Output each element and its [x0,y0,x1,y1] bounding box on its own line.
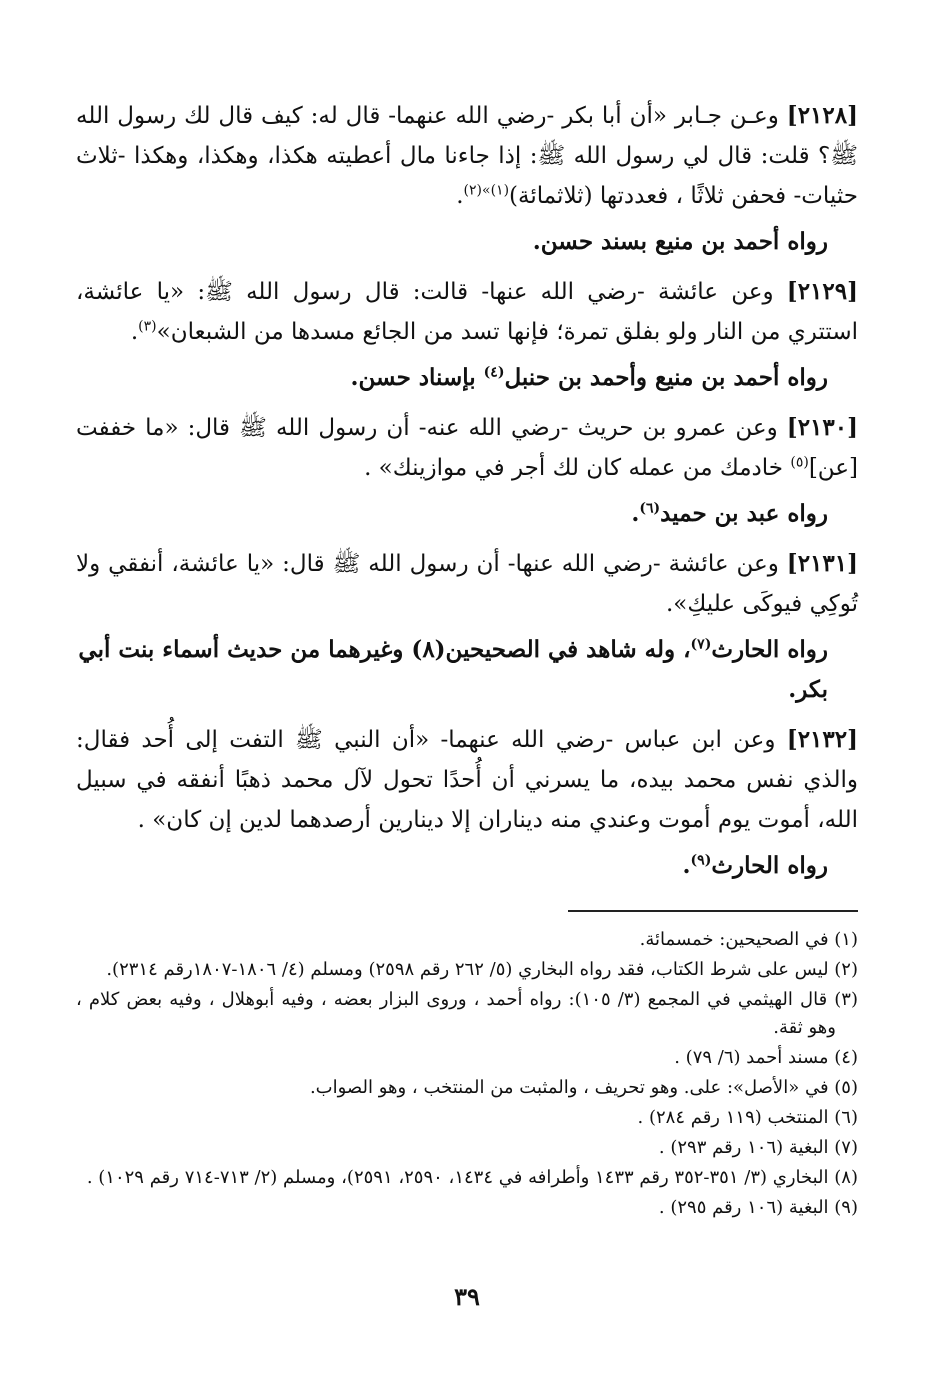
footnote-ref[interactable]: (٧) [690,636,712,653]
hadith-paragraph [76,96,858,216]
hadith-text: وعـن جـابر «أن أبا بكر -رضي الله عنهما- قال له: كيف قال لك رسول الله ﷺ؟ قلت: قال لي رسول الله ﷺ: إذا جاءنا مال أعطيته هكذا، وهكذا، وهكذا -ثلاث حثيات- فحفن ثلاثًا ، فعددتها (ثلاثمائة) [76,103,858,209]
footnote-divider [568,910,858,912]
footnote: (٥) في «الأصل»: على. وهو تحريف ، والمثبت من المنتخب ، وهو الصواب. [309,1077,858,1098]
hadith-number: [٢١٣٢] [786,726,858,753]
hadith-tail: . [665,591,674,617]
hadith-paragraph [76,408,858,488]
hadith-tail: . [456,183,464,209]
footnote-ref[interactable]: (٥) [790,454,809,471]
hadith-source [76,222,858,262]
hadith-text: وعن ابن عباس -رضي الله عنهما- «أن النبي ﷺ التفت إلى أُحد فقال: والذي نفس محمد بيده، ما يسرني أن أُحدًا تحول لآل محمد ذهبًا أنفقه في سبيل الله، أموت يوم أموت وعندي منه ديناران إلا دينارين أرصدهما لدين إن كان» . [76,727,858,833]
footnote-ref[interactable]: (٦) [639,500,661,517]
hadith-source [76,358,858,398]
hadith-source [76,846,858,886]
footnote: (١) في الصحيحين: خمسمائة. [639,929,858,950]
hadith-number: [٢١٣٠] [786,414,858,441]
hadith-tail: . [130,319,139,345]
footnote-ref[interactable]: (١)»(٢) [463,182,510,199]
footnote: (٧) البغية (١٠٦ رقم ٢٩٣) . [658,1137,858,1158]
source-text: رواه الحارث [711,852,828,879]
page-number: ٣٩ [454,1282,480,1311]
footnotes [76,926,858,1222]
footnote-ref[interactable]: (٣) [138,318,157,335]
source-text: رواه الحارث [711,636,828,663]
hadith-paragraph [76,272,858,352]
hadith-source [76,630,858,710]
hadith-source [76,494,858,534]
source-tail: . [682,852,691,879]
source-tail: ، وله شاهد في الصحيحين(٨) وغيرهما من حديث أسماء بنت أبي بكر. [78,636,828,703]
hadith-tail: خادمك من عمله كان لك أجر في موازينك» . [364,455,791,481]
hadith-text: وعن عائشة -رضي الله عنها- أن رسول الله ﷺ قال: «يا عائشة، أنفقي ولا تُوكِي فيوكَى عليكِ» [76,551,858,617]
hadith-number: [٢١٢٩] [786,278,858,305]
footnote: (٩) البغية (١٠٦ رقم ٢٩٥) . [658,1197,858,1218]
source-text: رواه أحمد بن منيع بسند حسن. [532,228,828,255]
source-tail: . [631,500,640,527]
hadith-paragraph [76,720,858,840]
hadith-paragraph [76,544,858,624]
footnote: (٤) مسند أحمد (٦/ ٧٩) . [674,1047,858,1068]
footnote-ref[interactable]: (٤) [483,364,505,381]
source-text: رواه أحمد بن منيع وأحمد بن حنبل [504,364,828,391]
footnote: (٦) المنتخب (١١٩ رقم ٢٨٤) . [637,1107,858,1128]
source-tail: بإسناد حسن. [350,364,484,391]
source-text: رواه عبد بن حميد [660,500,828,527]
hadith-text: وعن عمرو بن حريث -رضي الله عنه- أن رسول الله ﷺ قال: «ما خففت [عن] [76,415,858,481]
footnote: (٢) ليس على شرط الكتاب، فقد رواه البخاري (٥/ ٢٦٢ رقم ٢٥٩٨) ومسلم (٤/ ١٨٠٦-١٨٠٧رقم ٢٣١٤). [106,959,858,980]
footnote-ref[interactable]: (٩) [690,852,712,869]
footnote: (٨) البخاري (٣/ ٣٥١-٣٥٢ رقم ١٤٣٣ وأطرافه في ١٤٣٤، ٢٥٩٠، ٢٥٩١)، ومسلم (٢/ ٧١٣-٧١٤ رقم ١٠٢٩) . [86,1167,858,1188]
footnote: (٣) قال الهيثمي في المجمع (٣/ ١٠٥): رواه أحمد ، وروى البزار بعضه ، وفيه أبوهلال ، وفيه بعض كلام ، وهو ثقة. [76,989,858,1038]
hadith-text: وعن عائشة -رضي الله عنها- قالت: قال رسول الله ﷺ: «يا عائشة، استتري من النار ولو بفلق تمرة؛ فإنها تسد من الجائع مسدها من الشبعان» [76,279,858,345]
hadith-number: [٢١٣١] [786,550,858,577]
hadith-number: [٢١٢٨] [786,102,858,129]
